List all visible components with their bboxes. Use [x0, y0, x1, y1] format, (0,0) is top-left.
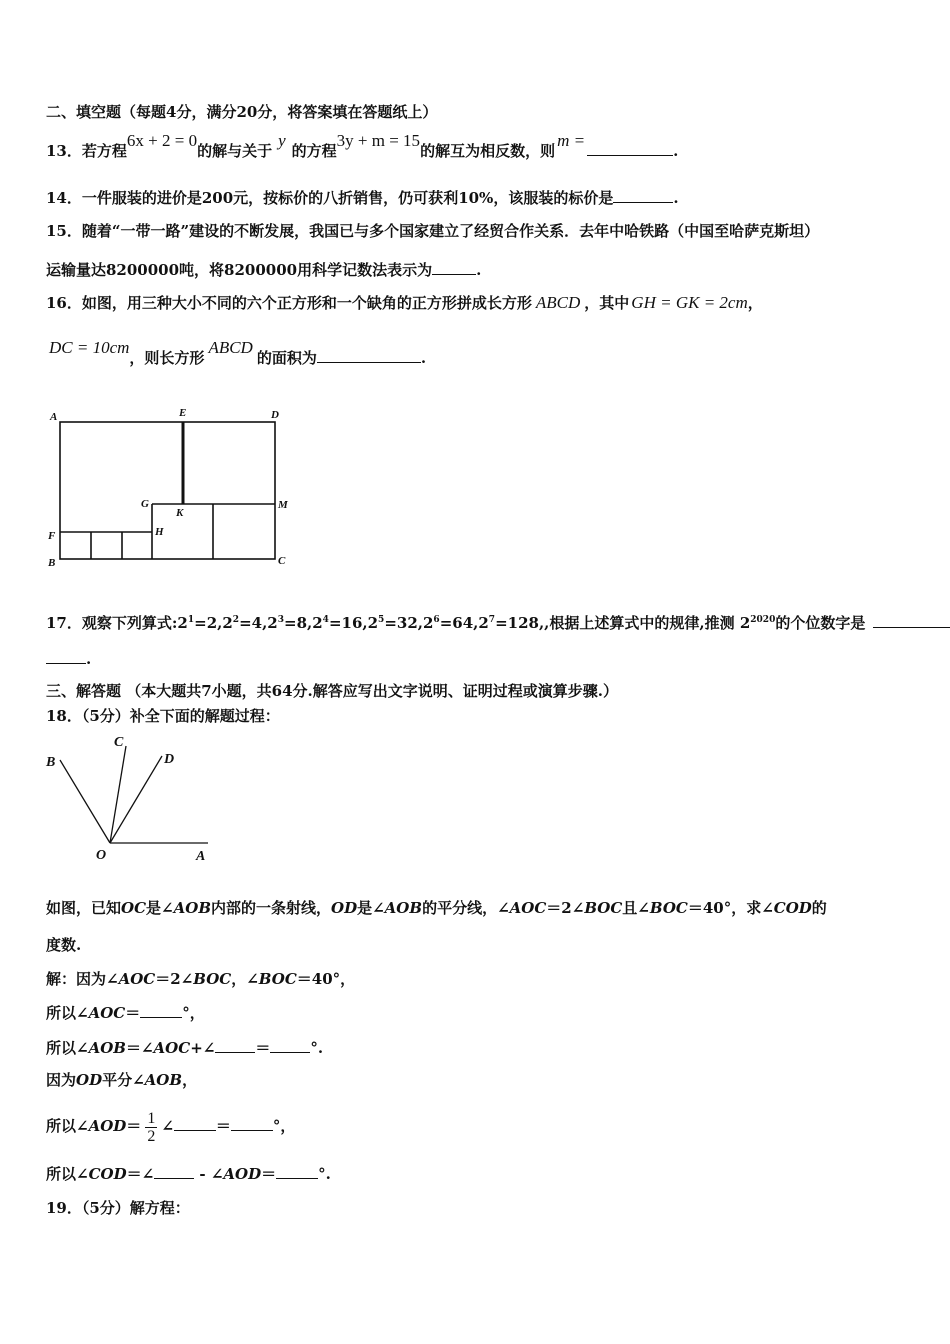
- q18-d1d: 是∠: [357, 899, 385, 917]
- q16-text-1: 16．如图，用三种大小不同的六个正方形和一个缺角的正方形拼成长方形: [46, 294, 532, 312]
- q18-description-line-1: [46, 898, 827, 918]
- label-h: H: [155, 526, 164, 538]
- label-a: A: [50, 411, 58, 423]
- s6b: COD: [88, 1165, 127, 1183]
- q16-abcd: ABCD: [535, 293, 581, 312]
- q14-answer-blank[interactable]: [613, 187, 673, 203]
- fraction-numerator: 1: [147, 1109, 156, 1127]
- label-g: G: [141, 498, 149, 510]
- q14-end: .: [673, 189, 679, 207]
- s5e: ＝: [215, 1117, 231, 1135]
- s6d: - ∠: [194, 1165, 224, 1183]
- q18-step-4: [46, 1070, 197, 1090]
- s6c: ＝∠: [126, 1165, 155, 1183]
- q13-text-1: 若方程: [81, 142, 127, 160]
- q13-equation-2: 3y + m = 15: [336, 131, 421, 150]
- fraction-denominator: 2: [147, 1127, 156, 1145]
- q18-step-1: [46, 969, 355, 989]
- q18-blank-angle[interactable]: [215, 1037, 255, 1053]
- question-13: [46, 131, 679, 161]
- q18-blank-cod[interactable]: [276, 1163, 318, 1179]
- q18-step-5: [46, 1108, 295, 1145]
- question-19-title: 19．（5分）解方程：: [46, 1199, 190, 1217]
- q17-part-2: =4,2: [239, 614, 278, 632]
- s2b: AOC: [88, 1004, 126, 1022]
- s3f: ＝: [255, 1039, 271, 1057]
- q18-blank-aod[interactable]: [231, 1115, 273, 1131]
- s1g: ＝40°，: [296, 970, 356, 988]
- q16-rectangle-figure: [40, 402, 300, 574]
- s1d: BOC: [193, 970, 232, 988]
- q16-abcd-2: ABCD: [208, 338, 253, 357]
- q18-aob: AOB: [173, 899, 211, 917]
- label-o: O: [96, 848, 107, 863]
- s3c: ＝∠: [125, 1039, 154, 1057]
- label-f: F: [48, 530, 56, 542]
- q17-part-7: =128,,根据上述算式中的规律,推测 2: [495, 614, 751, 632]
- q16-answer-blank[interactable]: [317, 347, 421, 363]
- q17-part-6: =64,2: [439, 614, 489, 632]
- s4c: 平分∠: [102, 1071, 145, 1089]
- q13-equation-3: m =: [557, 131, 586, 150]
- label-m: M: [278, 499, 288, 511]
- q18-step-3: [46, 1037, 323, 1058]
- s5a: 所以∠: [46, 1117, 89, 1135]
- question-16-line-1: [46, 293, 763, 313]
- s1b: AOC: [118, 970, 156, 988]
- q15-text-2: 运输量达8200000吨，将8200000用科学记数法表示为: [46, 261, 433, 279]
- q17-exp-2: 2: [232, 615, 240, 625]
- s1c: ＝2∠: [155, 970, 194, 988]
- rectangle-abcd: [60, 422, 275, 559]
- question-18-title: 18．（5分）补全下面的解题过程：: [46, 707, 280, 725]
- section-3-heading: 三、解答题 （本大题共7小题，共64分.解答应写出文字说明、证明过程或演算步骤.）: [46, 682, 618, 700]
- label-e: E: [179, 407, 187, 419]
- q18-d1b: 是∠: [146, 899, 174, 917]
- question-14: [46, 187, 679, 208]
- question-15-line-2: [46, 259, 481, 280]
- s3e: +∠: [190, 1039, 216, 1057]
- label-c: C: [114, 735, 124, 750]
- q18-blank-aob[interactable]: [270, 1037, 310, 1053]
- q18-d1e: 的平分线，∠: [422, 899, 510, 917]
- q18-blank-cod-angle[interactable]: [154, 1163, 194, 1179]
- question-15-line-1: 15．随着“一带一路”建设的不断发展，我国已与多个国家建立了经贸合作关系．去年中哈铁路（中国至哈萨克斯坦）: [46, 222, 820, 240]
- q17-exp-6: 6: [433, 615, 440, 625]
- one-half-fraction: [145, 1110, 157, 1145]
- q18-od: OD: [331, 899, 358, 917]
- q17-part-8: 的个位数字是: [775, 614, 866, 632]
- q17-part-5: =32,2: [384, 614, 434, 632]
- q18-d1g: 且∠: [622, 899, 650, 917]
- q13-number: 13．: [46, 142, 82, 160]
- q18-d1h: ＝40°，求∠: [687, 899, 774, 917]
- q17-exp-1: 1: [187, 615, 195, 625]
- q17-exp-4: 4: [322, 615, 329, 625]
- q15-answer-blank[interactable]: [432, 259, 476, 275]
- q13-end: .: [673, 142, 679, 160]
- q16-dc: DC = 10cm: [49, 338, 130, 357]
- q16-end: .: [420, 349, 427, 367]
- label-d: D: [271, 409, 279, 421]
- q18-oc: OC: [121, 899, 147, 917]
- q18-aoc: AOC: [509, 899, 547, 917]
- q16-gh-gk: GH = GK = 2cm: [631, 293, 748, 312]
- label-a: A: [196, 849, 206, 864]
- q18-step-6: [46, 1163, 331, 1184]
- s2a: 所以∠: [46, 1004, 89, 1022]
- q13-variable-y: y: [278, 131, 286, 150]
- label-k: K: [176, 507, 184, 519]
- s3b: AOB: [88, 1039, 126, 1057]
- label-b: B: [48, 557, 56, 569]
- s4a: 因为: [46, 1071, 77, 1089]
- s6g: °.: [318, 1165, 331, 1183]
- label-b: B: [46, 755, 56, 770]
- q17-part-4: =16,2: [328, 614, 379, 632]
- s5d: ∠: [161, 1117, 174, 1135]
- q18-d1i: 的: [811, 899, 827, 917]
- q14-text: 14．一件服装的进价是200元，按标价的八折销售，仍可获利10%，该服装的标价是: [46, 189, 614, 207]
- q18-angle-figure: [40, 732, 220, 868]
- q16-text-2: ，其中: [584, 294, 630, 312]
- q17-exp-7: 7: [488, 615, 496, 625]
- s1f: BOC: [258, 970, 297, 988]
- q17-exp-8: 2020: [750, 615, 776, 625]
- q13-text-3: 的方程: [291, 142, 337, 160]
- q18-aob-2: AOB: [384, 899, 423, 917]
- q18-d1f: ＝2∠: [546, 899, 585, 917]
- q18-description-line-2: 度数.: [46, 936, 82, 954]
- s6f: ＝: [261, 1165, 277, 1183]
- q13-text-2: 的解与关于: [197, 142, 273, 160]
- ray-ob: [60, 760, 110, 843]
- question-17-line-1: [46, 610, 950, 633]
- q17-text-1: 17．观察下列算式:2: [46, 614, 188, 632]
- s6e: AOD: [223, 1165, 262, 1183]
- s5b: AOD: [88, 1117, 127, 1135]
- q18-d1c: 内部的一条射线，: [211, 899, 332, 917]
- s1a: 解：因为∠: [46, 970, 119, 988]
- q18-step-2: [46, 1002, 205, 1023]
- q16-comma: ，: [747, 294, 763, 312]
- s5c: ＝: [126, 1117, 142, 1135]
- q17-exp-5: 5: [378, 615, 385, 625]
- question-17-line-2: [46, 648, 91, 669]
- q13-text-4: 的解互为相反数，则: [420, 142, 556, 160]
- s3d: AOC: [153, 1039, 191, 1057]
- s3a: 所以∠: [46, 1039, 89, 1057]
- q13-equation-1: 6x + 2 = 0: [126, 131, 198, 150]
- q18-blank-aoc[interactable]: [140, 1002, 182, 1018]
- s6a: 所以∠: [46, 1165, 89, 1183]
- s2c: ＝: [125, 1004, 141, 1022]
- s3g: °.: [310, 1039, 324, 1057]
- q18-blank-half-angle[interactable]: [174, 1115, 216, 1131]
- q18-cod: COD: [773, 899, 812, 917]
- s4d: AOB: [144, 1071, 183, 1089]
- q18-boc: BOC: [584, 899, 623, 917]
- q15-end: .: [476, 261, 482, 279]
- label-c: C: [278, 555, 286, 567]
- q17-end: .: [86, 650, 92, 668]
- q17-exp-3: 3: [277, 615, 284, 625]
- q18-d1a: 如图，已知: [46, 899, 122, 917]
- q17-answer-blank-2[interactable]: [46, 648, 86, 664]
- q17-part-1: =2,2: [194, 614, 233, 632]
- section-2-heading: 二、填空题（每题4分，满分20分，将答案填在答题纸上）: [46, 103, 438, 121]
- q13-answer-blank[interactable]: [587, 140, 673, 156]
- question-16-line-2: [46, 338, 427, 368]
- s4e: ，: [182, 1071, 198, 1089]
- label-d: D: [164, 752, 175, 767]
- q17-answer-blank-1[interactable]: [873, 612, 950, 628]
- s4b: OD: [76, 1071, 103, 1089]
- q16-text-3: ，则长方形: [129, 349, 205, 367]
- s5f: °，: [272, 1117, 296, 1135]
- q18-boc-2: BOC: [649, 899, 688, 917]
- s2d: °，: [182, 1004, 205, 1022]
- q17-part-3: =8,2: [284, 614, 323, 632]
- s1e: ，∠: [231, 970, 259, 988]
- q16-text-4: 的面积为: [256, 349, 317, 367]
